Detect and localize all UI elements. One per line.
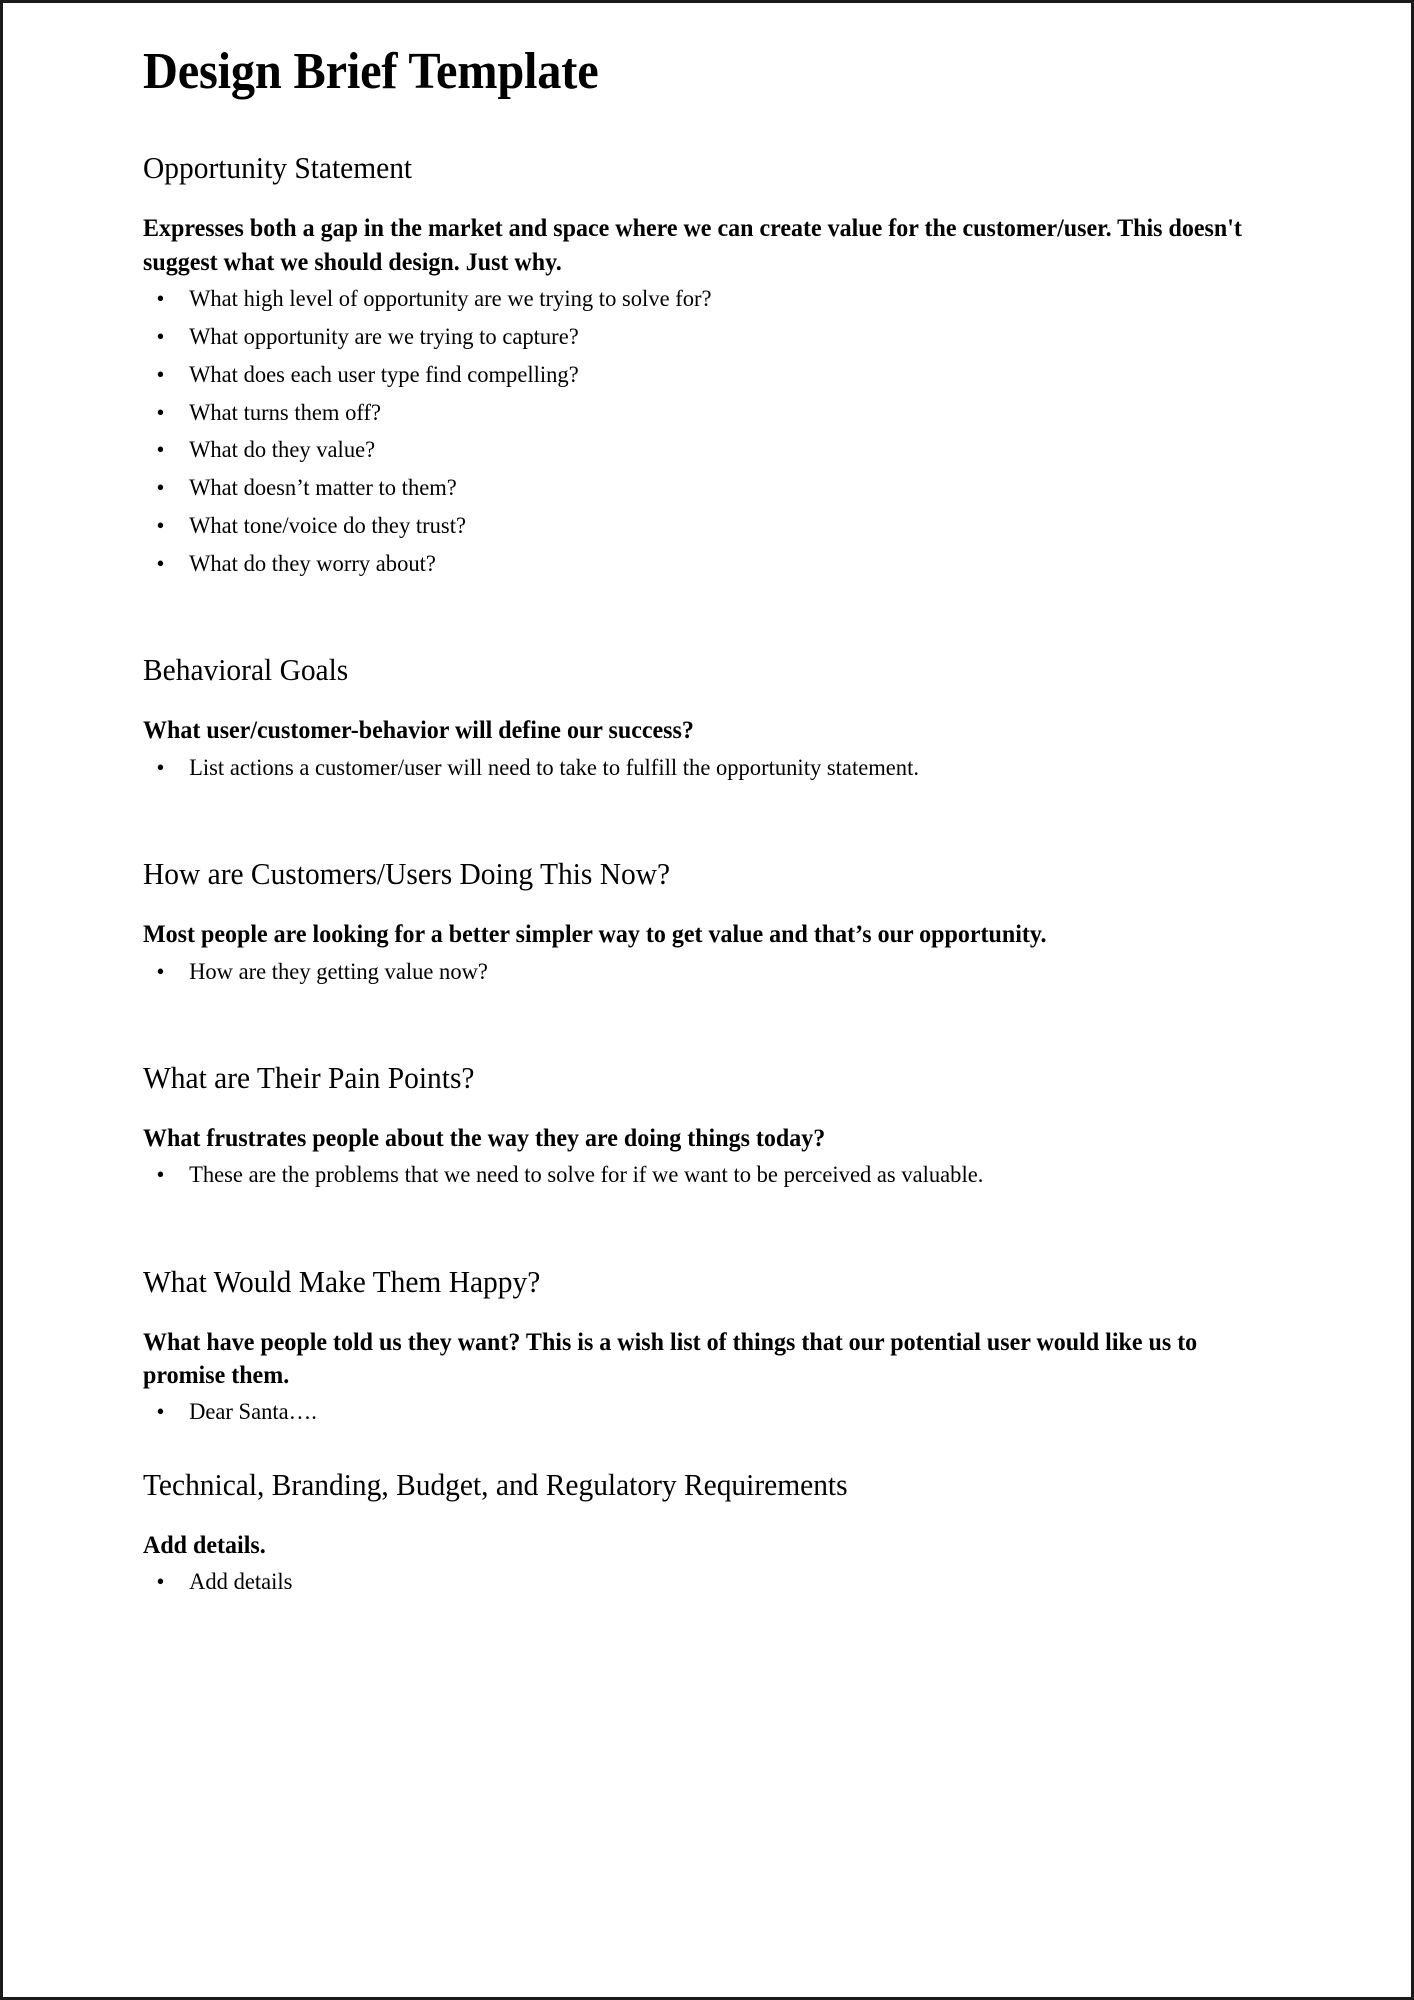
list-item bbox=[143, 956, 1271, 989]
list-item bbox=[143, 472, 1271, 505]
bullet-icon: • bbox=[156, 550, 165, 577]
list-item bbox=[143, 321, 1271, 354]
bullet-list bbox=[143, 1396, 1318, 1429]
list-item-label: What does each user type find compelling? bbox=[189, 361, 579, 388]
bullet-list bbox=[143, 283, 1318, 581]
section-lead-text: Expresses both a gap in the market and space where we can create value for the customer/user. This doesn't suggest what we should design. Just why. bbox=[143, 215, 1242, 276]
list-item bbox=[143, 397, 1271, 430]
section-pain-points bbox=[143, 1059, 1318, 1193]
list-item-label: What high level of opportunity are we trying to solve for? bbox=[189, 285, 712, 312]
list-item-label: What do they value? bbox=[189, 437, 376, 464]
section-technical-branding-budget-regulatory-requirements bbox=[143, 1466, 1318, 1600]
bullet-icon: • bbox=[156, 1569, 165, 1596]
section-heading: Behavioral Goals bbox=[143, 652, 349, 688]
list-item bbox=[143, 510, 1271, 543]
bullet-list bbox=[143, 1566, 1318, 1599]
bullet-icon: • bbox=[156, 513, 165, 540]
section-heading: Technical, Branding, Budget, and Regulatory Requirements bbox=[143, 1466, 848, 1502]
list-item bbox=[143, 1566, 1271, 1599]
bullet-icon: • bbox=[156, 475, 165, 502]
list-item-label: What tone/voice do they trust? bbox=[189, 513, 466, 540]
list-item-label: What doesn’t matter to them? bbox=[189, 475, 457, 502]
section-opportunity-statement bbox=[143, 149, 1318, 581]
section-heading: Opportunity Statement bbox=[143, 150, 413, 186]
section-lead-text: What user/customer-behavior will define our success? bbox=[143, 717, 694, 745]
list-item bbox=[143, 752, 1271, 785]
bullet-icon: • bbox=[156, 754, 165, 781]
bullet-list bbox=[143, 1159, 1318, 1192]
list-item-label: List actions a customer/user will need to take to fulfill the opportunity statement. bbox=[189, 754, 919, 781]
list-item-label: What turns them off? bbox=[189, 399, 382, 426]
list-item-label: Dear Santa…. bbox=[189, 1399, 317, 1426]
section-lead-text: Add details. bbox=[143, 1531, 266, 1559]
section-heading: What are Their Pain Points? bbox=[143, 1059, 475, 1095]
section-heading: What Would Make Them Happy? bbox=[143, 1263, 541, 1299]
list-item-label: Add details bbox=[189, 1569, 293, 1596]
section-what-would-make-them-happy bbox=[143, 1263, 1318, 1430]
page-title: Design Brief Template bbox=[143, 43, 599, 100]
bullet-icon: • bbox=[156, 958, 165, 985]
bullet-list bbox=[143, 956, 1318, 989]
list-item bbox=[143, 283, 1271, 316]
bullet-icon: • bbox=[156, 399, 165, 426]
bullet-list bbox=[143, 752, 1318, 785]
document-content bbox=[143, 43, 1318, 1670]
bullet-icon: • bbox=[156, 323, 165, 350]
list-item-label: What do they worry about? bbox=[189, 550, 436, 577]
list-item bbox=[143, 548, 1271, 581]
list-item bbox=[143, 1396, 1271, 1429]
list-item-label: What opportunity are we trying to capture? bbox=[189, 323, 579, 350]
bullet-icon: • bbox=[156, 1162, 165, 1189]
list-item bbox=[143, 434, 1271, 467]
section-lead-text: What have people told us they want? This is a wish list of things that our potential user would like us to promise them. bbox=[143, 1328, 1198, 1390]
section-behavioral-goals bbox=[143, 651, 1318, 785]
bullet-icon: • bbox=[156, 1399, 165, 1426]
bullet-icon: • bbox=[156, 437, 165, 464]
list-item bbox=[143, 359, 1271, 392]
list-item-label: These are the problems that we need to solve for if we want to be perceived as valuable. bbox=[189, 1162, 984, 1189]
list-item bbox=[143, 1159, 1024, 1192]
section-how-are-customers-doing-this-now bbox=[143, 855, 1318, 989]
section-heading: How are Customers/Users Doing This Now? bbox=[143, 856, 671, 892]
list-item-label: How are they getting value now? bbox=[189, 958, 488, 985]
section-lead-text: What frustrates people about the way they are doing things today? bbox=[143, 1125, 826, 1153]
bullet-icon: • bbox=[156, 361, 165, 388]
section-lead-text: Most people are looking for a better simpler way to get value and that’s our opportunity. bbox=[143, 921, 1047, 949]
bullet-icon: • bbox=[156, 285, 165, 312]
